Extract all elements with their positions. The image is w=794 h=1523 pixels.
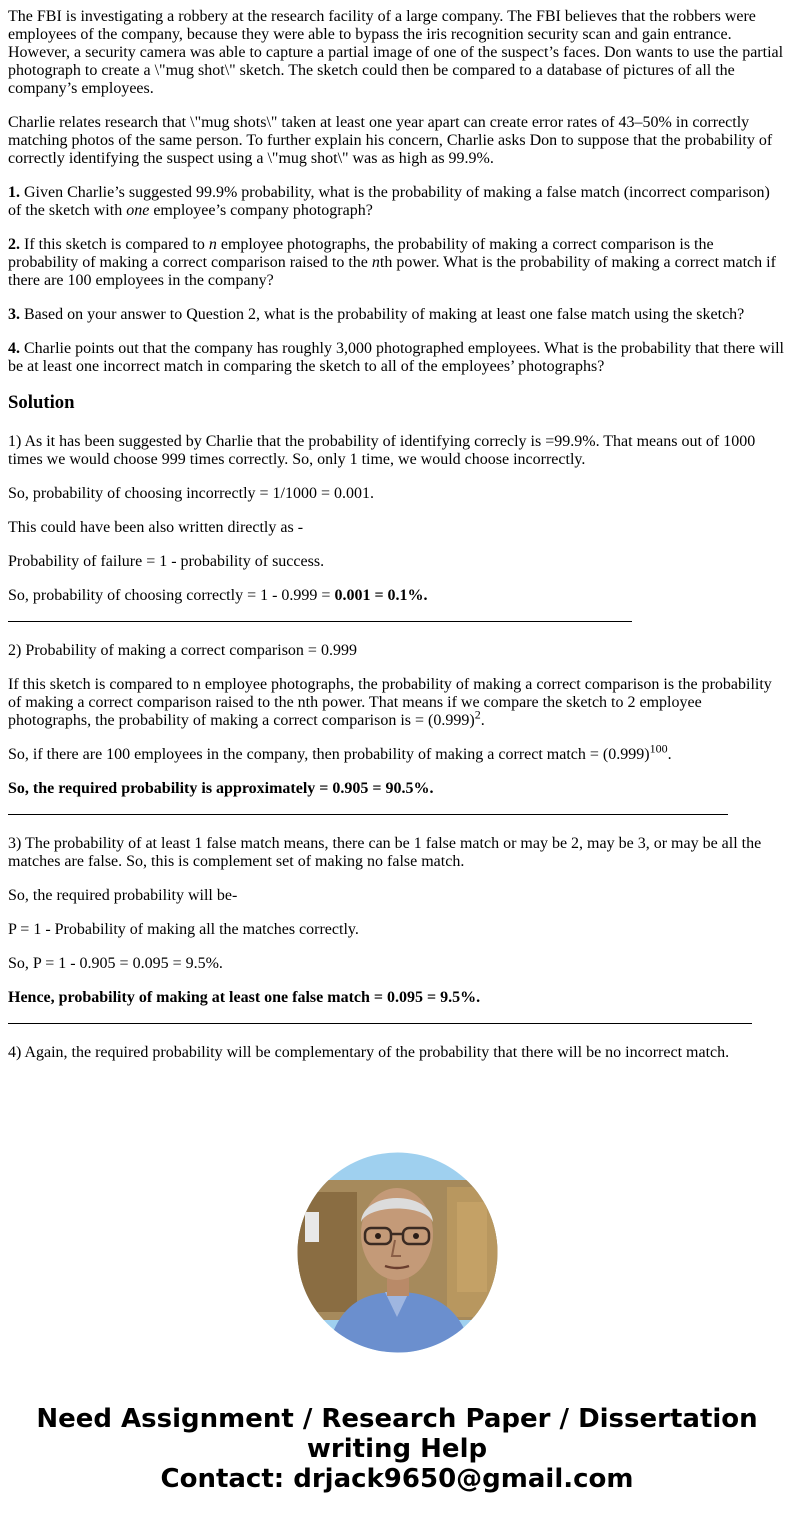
question-text: employee’s company photograph? bbox=[149, 202, 373, 219]
question-text: If this sketch is compared to bbox=[20, 236, 209, 253]
question-text: Based on your answer to Question 2, what is the probability of making at least one false match using the sketch? bbox=[20, 306, 745, 323]
promo-contact: Contact: drjack9650@gmail.com bbox=[160, 1464, 634, 1494]
paragraph-text: If this sketch is compared to n employee photographs, the probability of making a correct comparison is the probability of making a correct comparison raised to the nth power. That means if we compare the sketch to 2 employee photographs, the probability of making a correct comparison is = (0.999) bbox=[8, 676, 772, 729]
exponent: 2 bbox=[474, 707, 481, 722]
solution-3-paragraph: P = 1 - Probability of making all the matches correctly. bbox=[8, 921, 359, 938]
author-photo bbox=[297, 1152, 498, 1353]
question-emphasis: n bbox=[371, 254, 380, 271]
solution-2-answer bbox=[8, 780, 786, 798]
promo-line: Need Assignment / Research Paper / Dissertation bbox=[36, 1404, 758, 1434]
question-text: Charlie points out that the company has roughly 3,000 photographed employees. What is the probability that there will be at least one incorrect match in comparing the sketch to all of the employees’ photographs? bbox=[8, 340, 784, 375]
paragraph-text: . bbox=[480, 712, 485, 729]
question-text: employee photographs, the probability of making a correct comparison is the probability of making a correct comparison raised to the bbox=[8, 236, 714, 271]
question-intro-paragraph-2: Charlie relates research that \"mug shots\" taken at least one year apart can create error rates of 43–50% in correctly matching photos of the same person. To further explain his concern, Charlie asks Don to suppose that the probability of correctly identifying the suspect using a \"mug shot\" was as high as 99.9%. bbox=[8, 114, 773, 167]
promo-banner bbox=[0, 1404, 794, 1494]
question-number: 4. bbox=[8, 340, 20, 357]
solution-2-paragraph: 2) Probability of making a correct comparison = 0.999 bbox=[8, 642, 357, 659]
solution-1-paragraph: This could have been also written directly as - bbox=[8, 519, 304, 536]
question-emphasis: one bbox=[126, 202, 150, 219]
question-emphasis: n bbox=[208, 236, 217, 253]
solution-3-paragraph: So, the required probability will be- bbox=[8, 887, 238, 904]
promo-line: writing Help bbox=[306, 1434, 488, 1464]
answer-text: So, probability of choosing correctly = 1 - 0.999 = bbox=[8, 587, 335, 604]
section-divider bbox=[8, 814, 728, 815]
solution-2-paragraph bbox=[8, 676, 786, 730]
solution-3-answer bbox=[8, 989, 786, 1007]
exponent: 100 bbox=[649, 741, 668, 756]
solution-heading: Solution bbox=[8, 392, 75, 413]
question-number: 1. bbox=[8, 184, 20, 201]
section-divider bbox=[8, 1023, 752, 1024]
answer-bold: So, the required probability is approximately = 0.905 = 90.5%. bbox=[8, 780, 434, 797]
paragraph-text: . bbox=[667, 746, 672, 763]
question-text: th power. What is the probability of making a correct match if there are 100 employees in the company? bbox=[8, 254, 776, 289]
solution-1-paragraph: So, probability of choosing incorrectly = 1/1000 = 0.001. bbox=[8, 485, 374, 502]
question-intro-paragraph: The FBI is investigating a robbery at the research facility of a large company. The FBI believes that the robbers were employees of the company, because they were able to bypass the iris recognition security scan and gain entrance. However, a security camera was able to capture a partial image of one of the suspect’s faces. Don wants to use the partial photograph to create a \"mug shot\" sketch. The sketch could then be compared to a database of pictures of all the company’s employees. bbox=[8, 8, 784, 97]
author-portrait-image bbox=[297, 1152, 498, 1353]
question-number: 2. bbox=[8, 236, 20, 253]
section-divider bbox=[8, 621, 632, 622]
solution-3-paragraph: 3) The probability of at least 1 false match means, there can be 1 false match or may be 2, may be 3, or may be all the matches are false. So, this is complement set of making no false match. bbox=[8, 835, 762, 870]
question-2 bbox=[8, 236, 786, 290]
question-1 bbox=[8, 184, 786, 220]
question-text: Given Charlie’s suggested 99.9% probability, what is the probability of making a false match (incorrect comparison) of the sketch with bbox=[8, 184, 770, 219]
paragraph-text: So, if there are 100 employees in the company, then probability of making a correct match = (0.999) bbox=[8, 746, 650, 763]
solution-3-paragraph: So, P = 1 - 0.905 = 0.095 = 9.5%. bbox=[8, 955, 223, 972]
solution-2-paragraph bbox=[8, 741, 786, 764]
solution-1-answer bbox=[8, 587, 786, 605]
solution-4-paragraph: 4) Again, the required probability will be complementary of the probability that there will be no incorrect match. bbox=[8, 1044, 730, 1061]
question-number: 3. bbox=[8, 306, 20, 323]
solution-1-paragraph: Probability of failure = 1 - probability of success. bbox=[8, 553, 325, 570]
question-3 bbox=[8, 306, 786, 324]
question-4 bbox=[8, 340, 786, 376]
answer-bold: Hence, probability of making at least one false match = 0.095 = 9.5%. bbox=[8, 989, 481, 1006]
solution-1-paragraph: 1) As it has been suggested by Charlie that the probability of identifying correcly is =99.9%. That means out of 1000 times we would choose 999 times correctly. So, only 1 time, we would choose incorrectly. bbox=[8, 433, 756, 468]
answer-bold: 0.001 = 0.1%. bbox=[334, 587, 428, 604]
